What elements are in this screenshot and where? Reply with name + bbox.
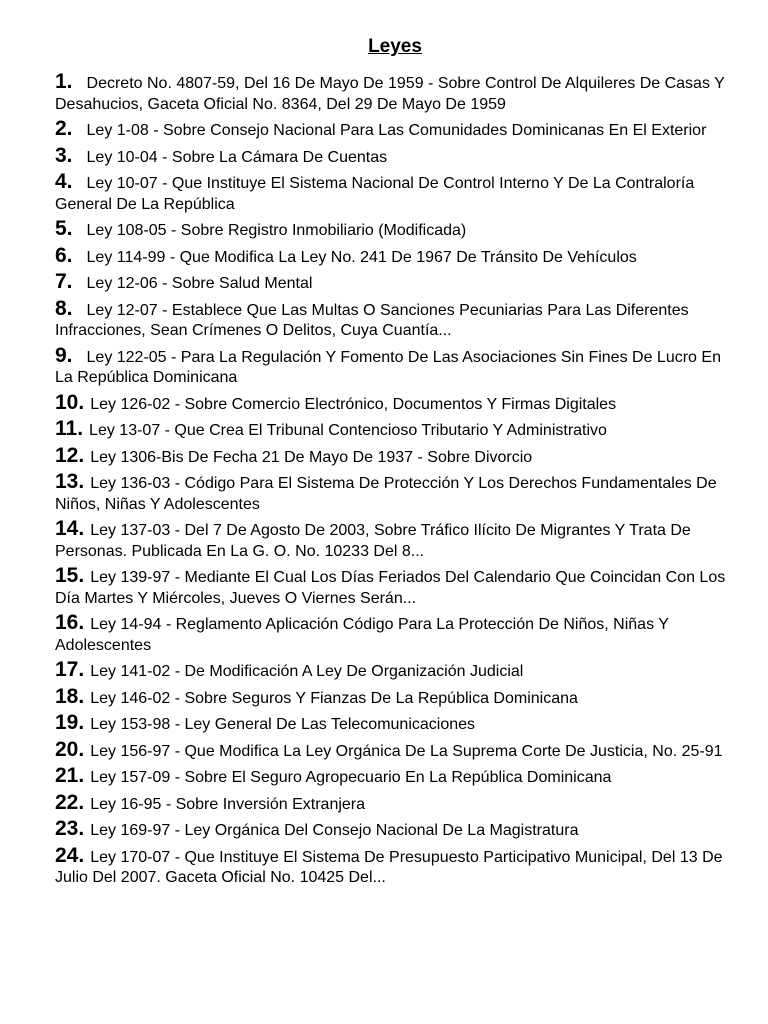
law-text: Ley 136-03 - Código Para El Sistema De Protección Y Los Derechos Fundamentales De Niños, Niñas Y Adolescentes [55,475,717,513]
law-number: 13. [55,470,85,493]
law-item [55,72,735,115]
law-text: Ley 12-07 - Establece Que Las Multas O Sanciones Pecuniarias Para Las Diferentes Infracciones, Sean Crímenes O Delitos, Cuya Cuantía... [55,301,689,339]
law-number: 20. [55,737,85,761]
law-item [55,790,735,816]
law-number: 11. [55,417,84,440]
law-number: 9. [55,343,73,367]
law-text: Ley 16-95 - Sobre Inversión Extranjera [90,795,366,813]
law-number: 8. [55,296,73,320]
law-text: Ley 1306-Bis De Fecha 21 De Mayo De 1937 - Sobre Divorcio [90,448,533,466]
law-number: 23. [55,817,85,840]
law-text: Ley 126-02 - Sobre Comercio Electrónico, Documentos Y Firmas Digitales [90,395,617,413]
law-item [55,713,735,736]
law-number: 14. [55,517,85,540]
law-text: Ley 141-02 - De Modificación A Ley De Organización Judicial [90,663,524,680]
law-item [55,443,735,469]
law-item [55,243,735,269]
law-text: Decreto No. 4807-59, Del 16 De Mayo De 1959 - Sobre Control De Alquileres De Casas Y Desahucios, Gaceta Oficial No. 8364, Del 29 De Mayo De 1959 [55,75,725,113]
law-item [55,390,735,416]
law-text: Ley 170-07 - Que Instituye El Sistema De Presupuesto Participativo Municipal, Del 13 De Julio Del 2007. Gaceta Oficial No. 10425 Del... [55,848,723,886]
law-number: 1. [55,70,73,93]
law-item [55,766,735,789]
law-text: Ley 156-97 - Que Modifica La Ley Orgánica De La Suprema Corte De Justicia, No. 25-91 [90,742,723,760]
law-item [55,566,735,609]
law-item [55,343,735,389]
law-number: 15. [55,564,85,587]
law-text: Ley 108-05 - Sobre Registro Inmobiliario (Modificada) [86,222,467,239]
law-number: 2. [55,117,73,140]
law-item [55,819,735,842]
law-text: Ley 169-97 - Ley Orgánica Del Consejo Nacional De La Magistratura [90,822,579,839]
law-number: 19. [55,711,85,734]
law-text: Ley 139-97 - Mediante El Cual Los Días Feriados Del Calendario Que Coincidan Con Los Día Martes Y Miércoles, Jueves O Viernes Serán... [55,569,726,607]
law-text: Ley 153-98 - Ley General De Las Telecomunicaciones [90,716,476,733]
law-item [55,219,735,242]
law-item [55,172,735,215]
law-number: 5. [55,217,73,240]
law-number: 18. [55,684,85,708]
law-item [55,419,735,442]
law-number: 3. [55,143,73,167]
law-number: 10. [55,390,85,414]
law-item [55,119,735,142]
law-text: Ley 10-04 - Sobre La Cámara De Cuentas [86,148,388,166]
law-text: Ley 10-07 - Que Instituye El Sistema Nacional De Control Interno Y De La Contraloría General De La República [55,175,695,213]
law-item [55,684,735,710]
law-item [55,613,735,656]
law-item [55,843,735,889]
law-number: 22. [55,790,85,814]
law-item [55,143,735,169]
law-text: Ley 114-99 - Que Modifica La Ley No. 241 De 1967 De Tránsito De Vehículos [86,248,637,266]
law-item [55,660,735,683]
law-number: 24. [55,843,85,867]
law-list [55,72,735,889]
law-item [55,472,735,515]
law-text: Ley 13-07 - Que Crea El Tribunal Contencioso Tributario Y Administrativo [89,422,607,439]
page-title: Leyes [368,36,422,57]
law-number: 7. [55,270,73,293]
law-text: Ley 157-09 - Sobre El Seguro Agropecuario En La República Dominicana [90,769,612,786]
law-number: 21. [55,764,85,787]
law-text: Ley 1-08 - Sobre Consejo Nacional Para Las Comunidades Dominicanas En El Exterior [86,122,707,139]
law-number: 4. [55,170,73,193]
law-item [55,519,735,562]
law-number: 16. [55,611,85,634]
law-text: Ley 12-06 - Sobre Salud Mental [86,275,313,292]
law-item [55,272,735,295]
law-number: 17. [55,658,85,681]
law-number: 12. [55,443,85,467]
law-text: Ley 122-05 - Para La Regulación Y Fomento De Las Asociaciones Sin Fines De Lucro En La República Dominicana [55,348,721,386]
law-item [55,737,735,763]
law-text: Ley 137-03 - Del 7 De Agosto De 2003, Sobre Tráfico Ilícito De Migrantes Y Trata De Personas. Publicada En La G. O. No. 10233 Del 8... [55,522,691,560]
law-number: 6. [55,243,73,267]
law-text: Ley 14-94 - Reglamento Aplicación Código Para La Protección De Niños, Niñas Y Adolescentes [55,616,669,654]
law-text: Ley 146-02 - Sobre Seguros Y Fianzas De La República Dominicana [90,689,578,707]
law-item [55,296,735,342]
document-page [55,34,735,893]
